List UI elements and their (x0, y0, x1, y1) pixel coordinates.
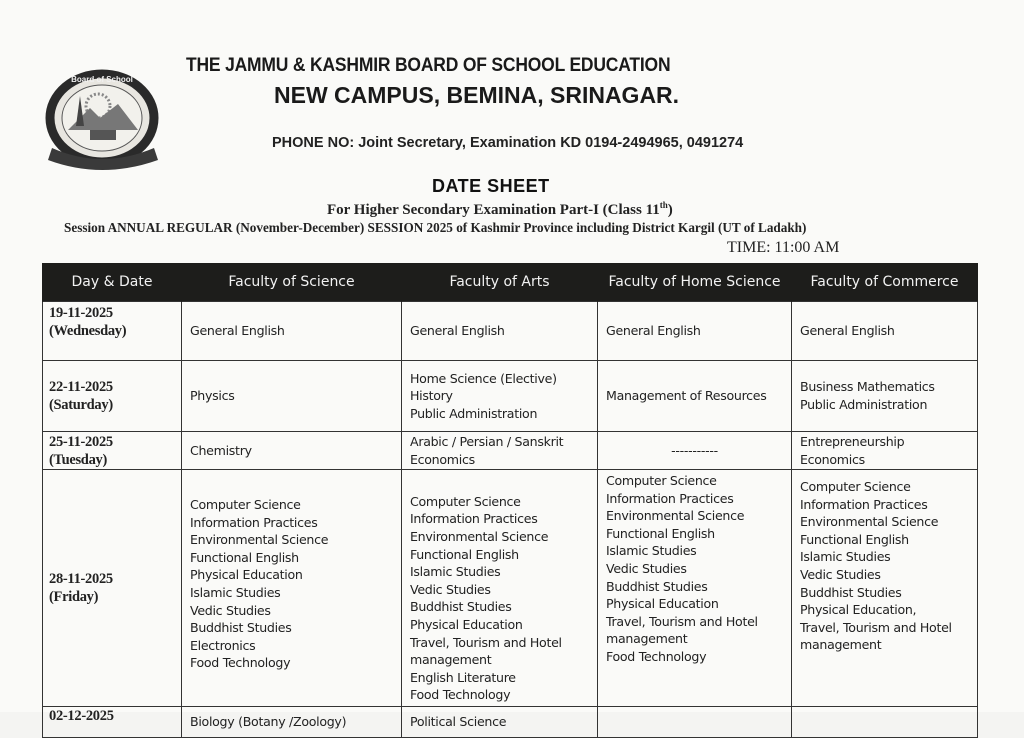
date-cell: 28-11-2025 (Friday) (43, 470, 182, 707)
table-row (43, 470, 978, 707)
date-cell: 02-12-2025 (43, 707, 182, 738)
commerce-cell: Entrepreneurship Economics (792, 432, 978, 470)
table-row (43, 432, 978, 470)
svg-text:Board of School: Board of School (71, 75, 133, 84)
table-row (43, 361, 978, 432)
arts-cell: Computer Science Information Practices Environmental Science Functional English Islamic Studies Vedic Studies Buddhist Studies Physical Education Travel, Tourism and Hotel management English Literature Food Technology (402, 470, 598, 707)
commerce-cell: Business Mathematics Public Administration (792, 361, 978, 432)
commerce-cell: Computer Science Information Practices Environmental Science Functional English Islamic Studies Vedic Studies Buddhist Studies Physical Education, Travel, Tourism and Hotel management (792, 470, 978, 707)
table-row (43, 302, 978, 361)
date-sheet-table (42, 263, 978, 738)
session-line: Session ANNUAL REGULAR (November-December) SESSION 2025 of Kashmir Province including District Kargil (UT of Ladakh) (64, 220, 807, 235)
commerce-cell (792, 707, 978, 738)
arts-cell: General English (402, 302, 598, 361)
exam-time: TIME: 11:00 AM (727, 239, 840, 256)
home-science-cell: General English (598, 302, 792, 361)
arts-cell: Home Science (Elective) History Public Administration (402, 361, 598, 432)
science-cell: Computer Science Information Practices Environmental Science Functional English Physical Education Islamic Studies Vedic Studies Buddhist Studies Electronics Food Technology (182, 470, 402, 707)
column-header-day-date: Day & Date (43, 263, 182, 302)
arts-cell: Political Science (402, 707, 598, 738)
home-science-cell: ----------- (598, 432, 792, 470)
phone-line: PHONE NO: Joint Secretary, Examination KD 0194-2494965, 0491274 (272, 135, 744, 151)
home-science-cell (598, 707, 792, 738)
column-header-home-science: Faculty of Home Science (598, 263, 792, 302)
date-cell: 19-11-2025 (Wednesday) (43, 302, 182, 361)
science-cell: General English (182, 302, 402, 361)
column-header-arts: Faculty of Arts (402, 263, 598, 302)
science-cell: Chemistry (182, 432, 402, 470)
home-science-cell: Computer Science Information Practices Environmental Science Functional English Islamic Studies Vedic Studies Buddhist Studies Physical Education Travel, Tourism and Hotel management Food Technology (598, 470, 792, 707)
date-cell: 22-11-2025 (Saturday) (43, 361, 182, 432)
board-name: THE JAMMU & KASHMIR BOARD OF SCHOOL EDUCATION (186, 55, 671, 76)
table-body (43, 302, 978, 738)
science-cell: Physics (182, 361, 402, 432)
document-title: DATE SHEET (432, 176, 550, 196)
commerce-cell: General English (792, 302, 978, 361)
column-header-science: Faculty of Science (182, 263, 402, 302)
board-logo-icon (40, 68, 168, 180)
exam-line: For Higher Secondary Examination Part-I (Class 11th) (327, 200, 673, 218)
date-cell: 25-11-2025 (Tuesday) (43, 432, 182, 470)
table-header-row (43, 263, 978, 302)
table-row (43, 707, 978, 738)
arts-cell: Arabic / Persian / Sanskrit Economics (402, 432, 598, 470)
campus-address: NEW CAMPUS, BEMINA, SRINAGAR. (274, 82, 680, 108)
home-science-cell: Management of Resources (598, 361, 792, 432)
science-cell: Biology (Botany /Zoology) (182, 707, 402, 738)
column-header-commerce: Faculty of Commerce (792, 263, 978, 302)
